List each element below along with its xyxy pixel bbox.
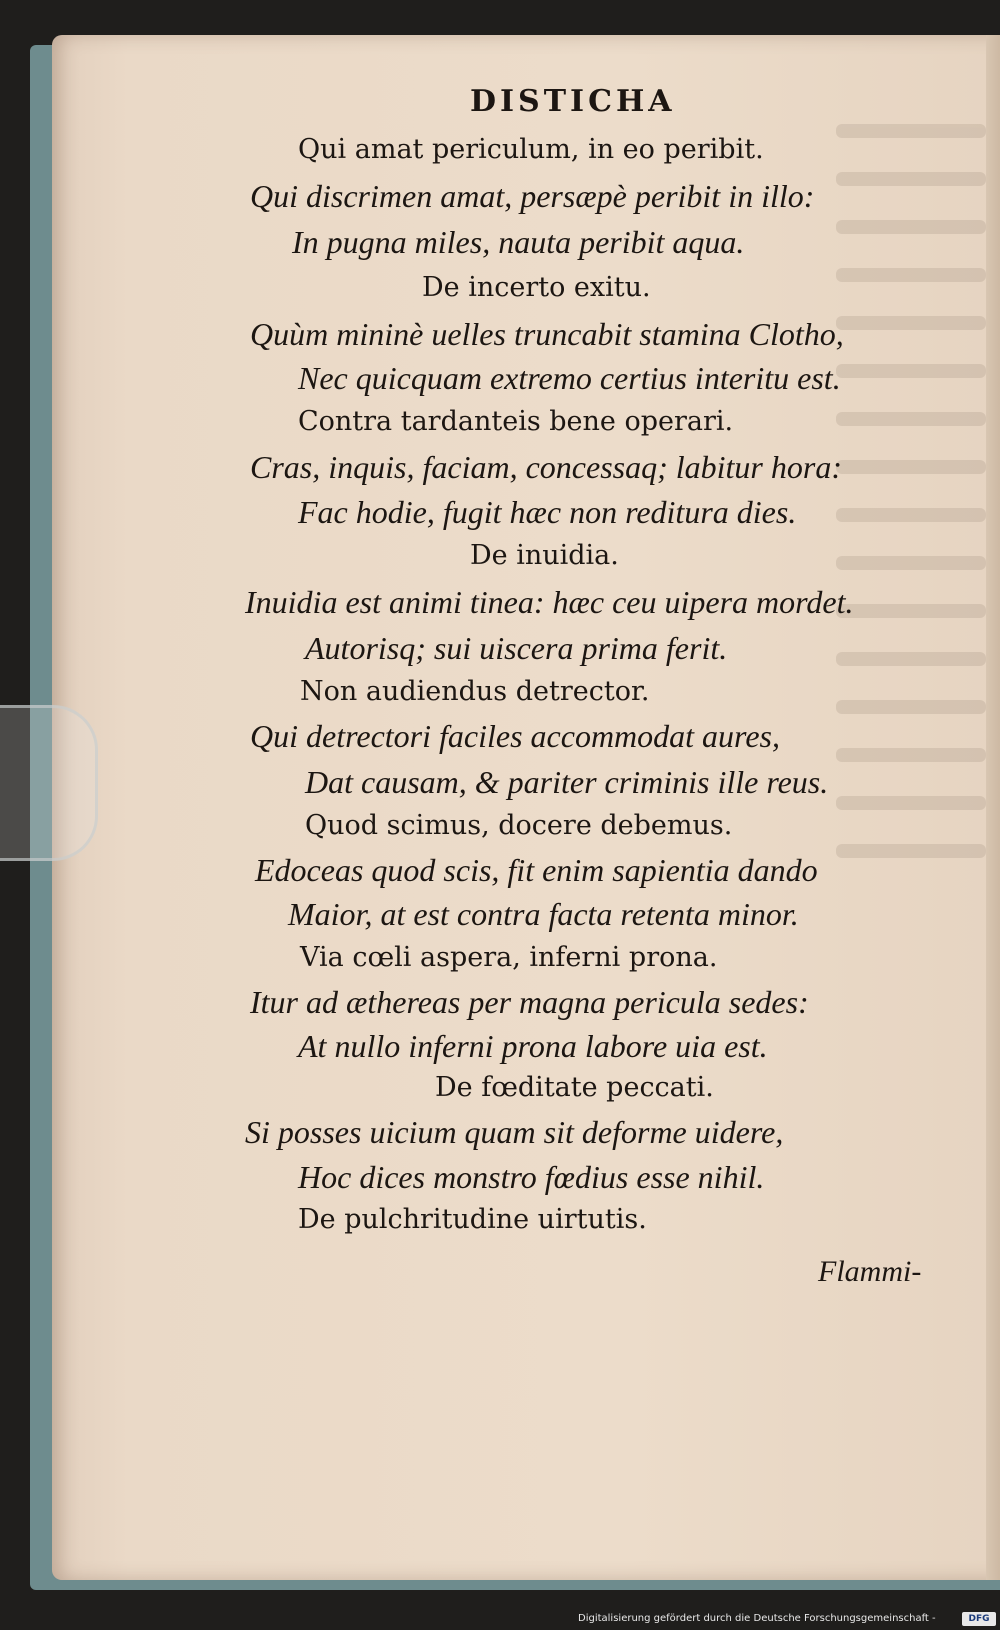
verse-line: Edoceas quod scis, fit enim sapientia dando	[255, 852, 818, 888]
heading-line: De fœditate peccati.	[435, 1072, 714, 1103]
heading-line: Via cœli aspera, inferni prona.	[300, 942, 718, 973]
verse-line: Autorisq; sui uiscera prima ferit.	[305, 630, 728, 666]
heading-line: Quod scimus, docere debemus.	[305, 810, 733, 841]
verse-line: Quùm mininè uelles truncabit stamina Clotho,	[250, 316, 844, 352]
heading-line: De pulchritudine uirtutis.	[298, 1204, 647, 1235]
verse-line: In pugna miles, nauta peribit aqua.	[292, 224, 745, 260]
dfg-logo: DFG	[962, 1612, 996, 1626]
heading-line: Non audiendus detrector.	[300, 676, 650, 707]
verse-line: Si posses uicium quam sit deforme uidere,	[245, 1114, 784, 1150]
catchword: Flammi-	[818, 1255, 922, 1288]
verse-line: Hoc dices monstro fœdius esse nihil.	[298, 1159, 765, 1195]
verse-line: Qui discrimen amat, persæpè peribit in illo:	[250, 178, 815, 214]
verse-line: Fac hodie, fugit hæc non reditura dies.	[298, 494, 797, 530]
digitization-credit: Digitalisierung gefördert durch die Deutsche Forschungsgemeinschaft -	[578, 1613, 936, 1624]
heading-line: De inuidia.	[470, 540, 619, 571]
verse-line: Inuidia est animi tinea: hæc ceu uipera mordet.	[245, 584, 854, 620]
verse-line: At nullo inferni prona labore uia est.	[298, 1028, 768, 1064]
verse-line: Cras, inquis, faciam, concessaq; labitur hora:	[250, 449, 842, 485]
heading-line: De incerto exitu.	[422, 272, 651, 303]
verse-line: Nec quicquam extremo certius interitu est.	[298, 360, 841, 396]
verse-line: Dat causam, & pariter criminis ille reus.	[305, 764, 829, 800]
heading-line: Qui amat periculum, in eo peribit.	[298, 134, 764, 165]
verse-line: Maior, at est contra facta retenta minor.	[288, 896, 799, 932]
verse-line: Qui detrectori faciles accommodat aures,	[250, 718, 780, 754]
verse-line: Itur ad æthereas per magna pericula sedes:	[250, 984, 809, 1020]
heading-line: Contra tardanteis bene operari.	[298, 406, 734, 437]
running-header: DISTICHA	[470, 84, 676, 119]
